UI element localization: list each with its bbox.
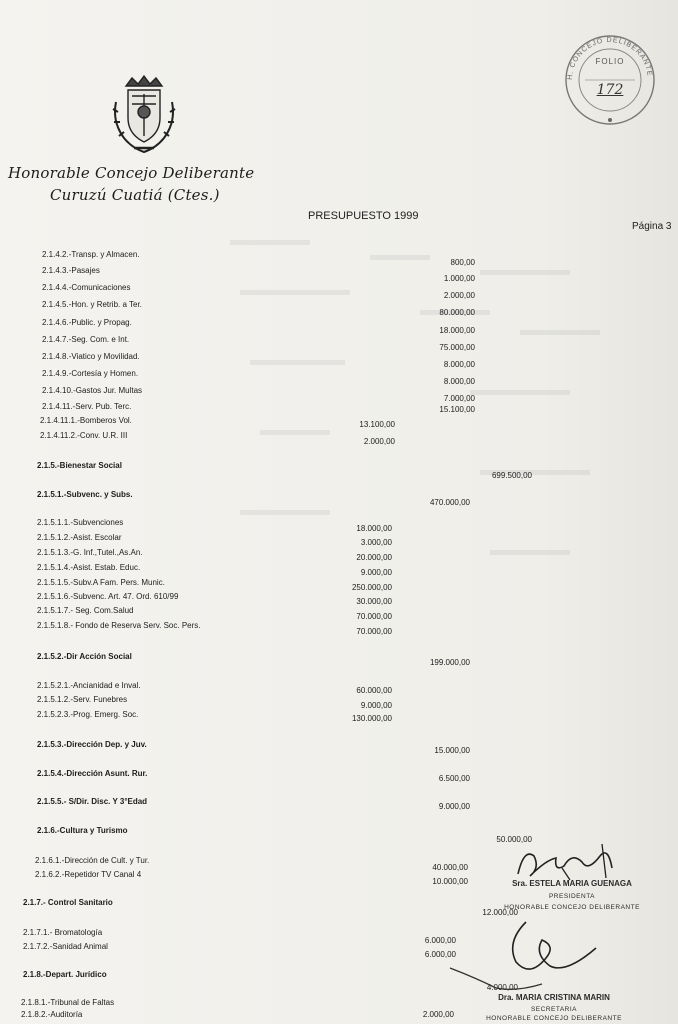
line-value: 470.000,00 — [429, 498, 470, 507]
line-label: 2.1.4.6.-Public. y Propag. — [42, 318, 132, 327]
line-value: 2.000,00 — [363, 437, 395, 446]
signature-name-1: Sra. ESTELA MARIA GUENAGA — [512, 879, 632, 888]
line-value: 40.000,00 — [432, 863, 468, 872]
municipal-crest-icon — [108, 72, 180, 158]
line-label: 2.1.5.4.-Dirección Asunt. Rur. — [37, 769, 148, 778]
line-label: 2.1.5.2.-Dir Acción Social — [37, 652, 132, 661]
line-label: 2.1.5.1.7.- Seg. Com.Salud — [37, 606, 134, 615]
line-label: 2.1.6.1.-Dirección de Cult. y Tur. — [35, 856, 150, 865]
folio-ring-text: H. CONCEJO DELIBERANTE — [566, 36, 653, 81]
line-label: 2.1.6.-Cultura y Turismo — [37, 826, 128, 835]
signature-role-2: SECRETARIA — [530, 1006, 578, 1013]
line-label: 2.1.5.1.4.-Asist. Estab. Educ. — [37, 563, 141, 572]
line-value: 250.000,00 — [351, 583, 392, 592]
signature-org-1: HONORABLE CONCEJO DELIBERANTE — [504, 904, 640, 911]
institution-name: Honorable Concejo Deliberante — [8, 164, 255, 182]
line-value: 12.000,00 — [482, 908, 518, 917]
line-label: 2.1.5.1.8.- Fondo de Reserva Serv. Soc. Pers. — [37, 621, 201, 630]
line-label: 2.1.4.7.-Seg. Com. e Int. — [42, 335, 130, 344]
document-title: PRESUPUESTO 1999 — [308, 210, 419, 222]
folio-label: FOLIO — [595, 57, 625, 66]
line-label: 2.1.5.2.3.-Prog. Emerg. Soc. — [37, 710, 139, 719]
line-label: 2.1.4.11.1.-Bomberos Vol. — [40, 416, 132, 425]
line-value: 800,00 — [450, 258, 475, 267]
line-value: 2.000,00 — [443, 291, 475, 300]
line-value: 7.000,00 — [443, 394, 475, 403]
line-label: 2.1.5.1.1.-Subvenciones — [37, 518, 124, 527]
line-label: 2.1.5.1.2.-Serv. Funebres — [37, 695, 128, 704]
line-label: 2.1.5.1.2.-Asist. Escolar — [37, 533, 122, 542]
line-label: 2.1.5.1.3.-G. Inf.,Tutel.,As.An. — [37, 548, 143, 557]
line-label: 2.1.4.10.-Gastos Jur. Multas — [42, 386, 143, 395]
line-label: 2.1.5.1.6.-Subvenc. Art. 47. Ord. 610/99 — [37, 592, 179, 601]
line-value: 1.000,00 — [443, 274, 475, 283]
line-label: 2.1.6.2.-Repetidor TV Canal 4 — [35, 870, 142, 879]
line-value: 9.000,00 — [438, 802, 470, 811]
line-value: 199.000,00 — [429, 658, 470, 667]
line-label: 2.1.8.-Depart. Jurídico — [23, 970, 107, 979]
signature-name-2: Dra. MARIA CRISTINA MARIN — [498, 993, 610, 1002]
signature-scribble-icon — [446, 918, 606, 994]
line-label: 2.1.7.1.- Bromatología — [23, 928, 103, 937]
line-value: 8.000,00 — [443, 377, 475, 386]
line-label: 2.1.4.3.-Pasajes — [42, 266, 100, 275]
line-label: 2.1.4.5.-Hon. y Retrib. a Ter. — [42, 300, 142, 309]
page-number: Página 3 — [632, 221, 672, 232]
line-label: 2.1.5.5.- S/Dir. Disc. Y 3°Edad — [37, 797, 148, 806]
line-label: 2.1.4.11.-Serv. Pub. Terc. — [42, 402, 132, 411]
line-value: 50.000,00 — [496, 835, 532, 844]
line-label: 2.1.4.4.-Comunicaciones — [42, 283, 131, 292]
line-value: 10.000,00 — [432, 877, 468, 886]
line-value: 699.500,00 — [491, 471, 532, 480]
line-value: 18.000,00 — [439, 326, 475, 335]
line-value: 80.000,00 — [439, 308, 475, 317]
signature-scribble-icon — [512, 838, 622, 884]
line-value: 30.000,00 — [356, 597, 392, 606]
line-value: 15.100,00 — [439, 405, 475, 414]
line-label: 2.1.8.1.-Tribunal de Faltas — [21, 998, 115, 1007]
line-value: 6.500,00 — [438, 774, 470, 783]
folio-number: 172 — [596, 82, 624, 98]
line-label: 2.1.7.- Control Sanitario — [23, 898, 113, 907]
line-label: 2.1.5.-Bienestar Social — [37, 461, 122, 470]
line-value: 13.100,00 — [359, 420, 395, 429]
line-value: 75.000,00 — [439, 343, 475, 352]
line-label: 2.1.5.2.1.-Ancianidad e Inval. — [37, 681, 141, 690]
line-value: 6.000,00 — [424, 936, 456, 945]
line-value: 2.000,00 — [422, 1010, 454, 1019]
line-value: 8.000,00 — [443, 360, 475, 369]
line-label: 2.1.4.11.2.-Conv. U.R. III — [40, 431, 128, 440]
line-label: 2.1.4.2.-Transp. y Almacen. — [42, 250, 140, 259]
line-label: 2.1.5.3.-Dirección Dep. y Juv. — [37, 740, 147, 749]
line-label: 2.1.4.9.-Cortesía y Homen. — [42, 369, 139, 378]
folio-stamp-icon — [561, 34, 659, 126]
line-value: 6.000,00 — [424, 950, 456, 959]
line-value: 3.000,00 — [360, 538, 392, 547]
line-label: 2.1.4.8.-Viatico y Movilidad. — [42, 352, 140, 361]
signature-role-1: PRESIDENTA — [548, 893, 596, 900]
line-value: 70.000,00 — [356, 612, 392, 621]
line-label: 2.1.7.2.-Sanidad Animal — [23, 942, 108, 951]
line-value: 9.000,00 — [360, 701, 392, 710]
line-value: 60.000,00 — [356, 686, 392, 695]
line-value: 9.000,00 — [360, 568, 392, 577]
line-label: 2.1.5.1.-Subvenc. y Subs. — [37, 490, 133, 499]
line-value: 4.000,00 — [486, 983, 518, 992]
line-label: 2.1.8.2.-Auditoría — [21, 1010, 83, 1019]
signature-org-2: HONORABLE CONCEJO DELIBERANTE — [486, 1015, 622, 1022]
line-value: 130.000,00 — [351, 714, 392, 723]
institution-city: Curuzú Cuatiá (Ctes.) — [50, 186, 220, 204]
line-value: 15.000,00 — [434, 746, 470, 755]
line-label: 2.1.5.1.5.-Subv.A Fam. Pers. Munic. — [37, 578, 165, 587]
line-value: 18.000,00 — [356, 524, 392, 533]
line-value: 20.000,00 — [356, 553, 392, 562]
line-value: 70.000,00 — [356, 627, 392, 636]
